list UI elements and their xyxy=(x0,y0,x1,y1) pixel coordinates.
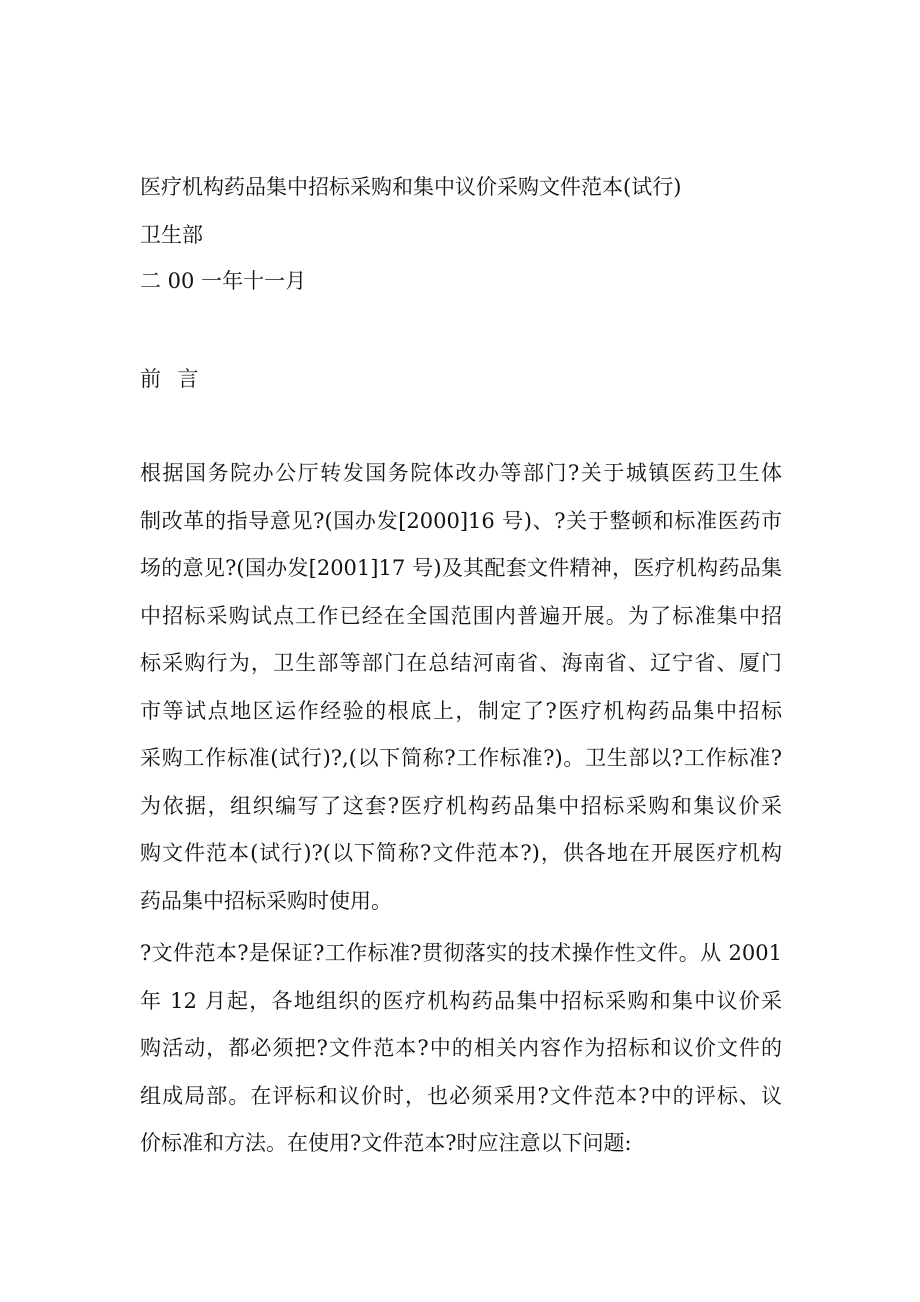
paragraph-2 xyxy=(140,939,782,1177)
preface-heading: 前 言 xyxy=(140,367,200,391)
paragraph-1 xyxy=(140,459,782,934)
paragraph-line: 年 12 月起，各地组织的医疗机构药品集中招标采购和集中议价采 xyxy=(140,988,782,1013)
paragraph-line: 购文件范本(试行)?(以下简称?文件范本?)，供各地在开展医疗机构 xyxy=(140,841,782,865)
issue-date: 二 00 一年十一月 xyxy=(140,269,307,293)
paragraph-line: 价标准和方法。在使用?文件范本?时应注意以下问题: xyxy=(140,1131,632,1155)
document-title: 医疗机构药品集中招标采购和集中议价采购文件范本(试行) xyxy=(140,175,682,199)
paragraph-line: 为依据，组织编写了这套?医疗机构药品集中招标采购和集议价采 xyxy=(140,793,782,818)
paragraph-line: 场的意见?(国办发[2001]17 号)及其配套文件精神，医疗机构药品集 xyxy=(140,556,782,580)
paragraph-line: 中招标采购试点工作已经在全国范围内普遍开展。为了标准集中招 xyxy=(140,603,782,628)
paragraph-line: 制改革的指导意见?(国办发[2000]16 号)、?关于整顿和标准医药市 xyxy=(140,508,782,533)
issuer: 卫生部 xyxy=(140,223,203,247)
paragraph-line: 根据国务院办公厅转发国务院体改办等部门?关于城镇医药卫生体 xyxy=(140,461,782,485)
paragraph-line: 采购工作标准(试行)?,(以下简称?工作标准?)。卫生部以?工作标准? xyxy=(140,746,782,770)
paragraph-line: 药品集中招标采购时使用。 xyxy=(140,888,392,913)
paragraph-line: 市等试点地区运作经验的根底上，制定了?医疗机构药品集中招标 xyxy=(140,698,782,723)
paragraph-line: 标采购行为，卫生部等部门在总结河南省、海南省、辽宁省、厦门 xyxy=(140,651,782,675)
paragraph-line: 组成局部。在评标和议价时，也必须采用?文件范本?中的评标、议 xyxy=(140,1083,782,1108)
paragraph-line: 购活动，都必须把?文件范本?中的相关内容作为招标和议价文件的 xyxy=(140,1036,782,1060)
paragraph-line: ?文件范本?是保证?工作标准?贯彻落实的技术操作性文件。从 2001 xyxy=(140,941,782,965)
